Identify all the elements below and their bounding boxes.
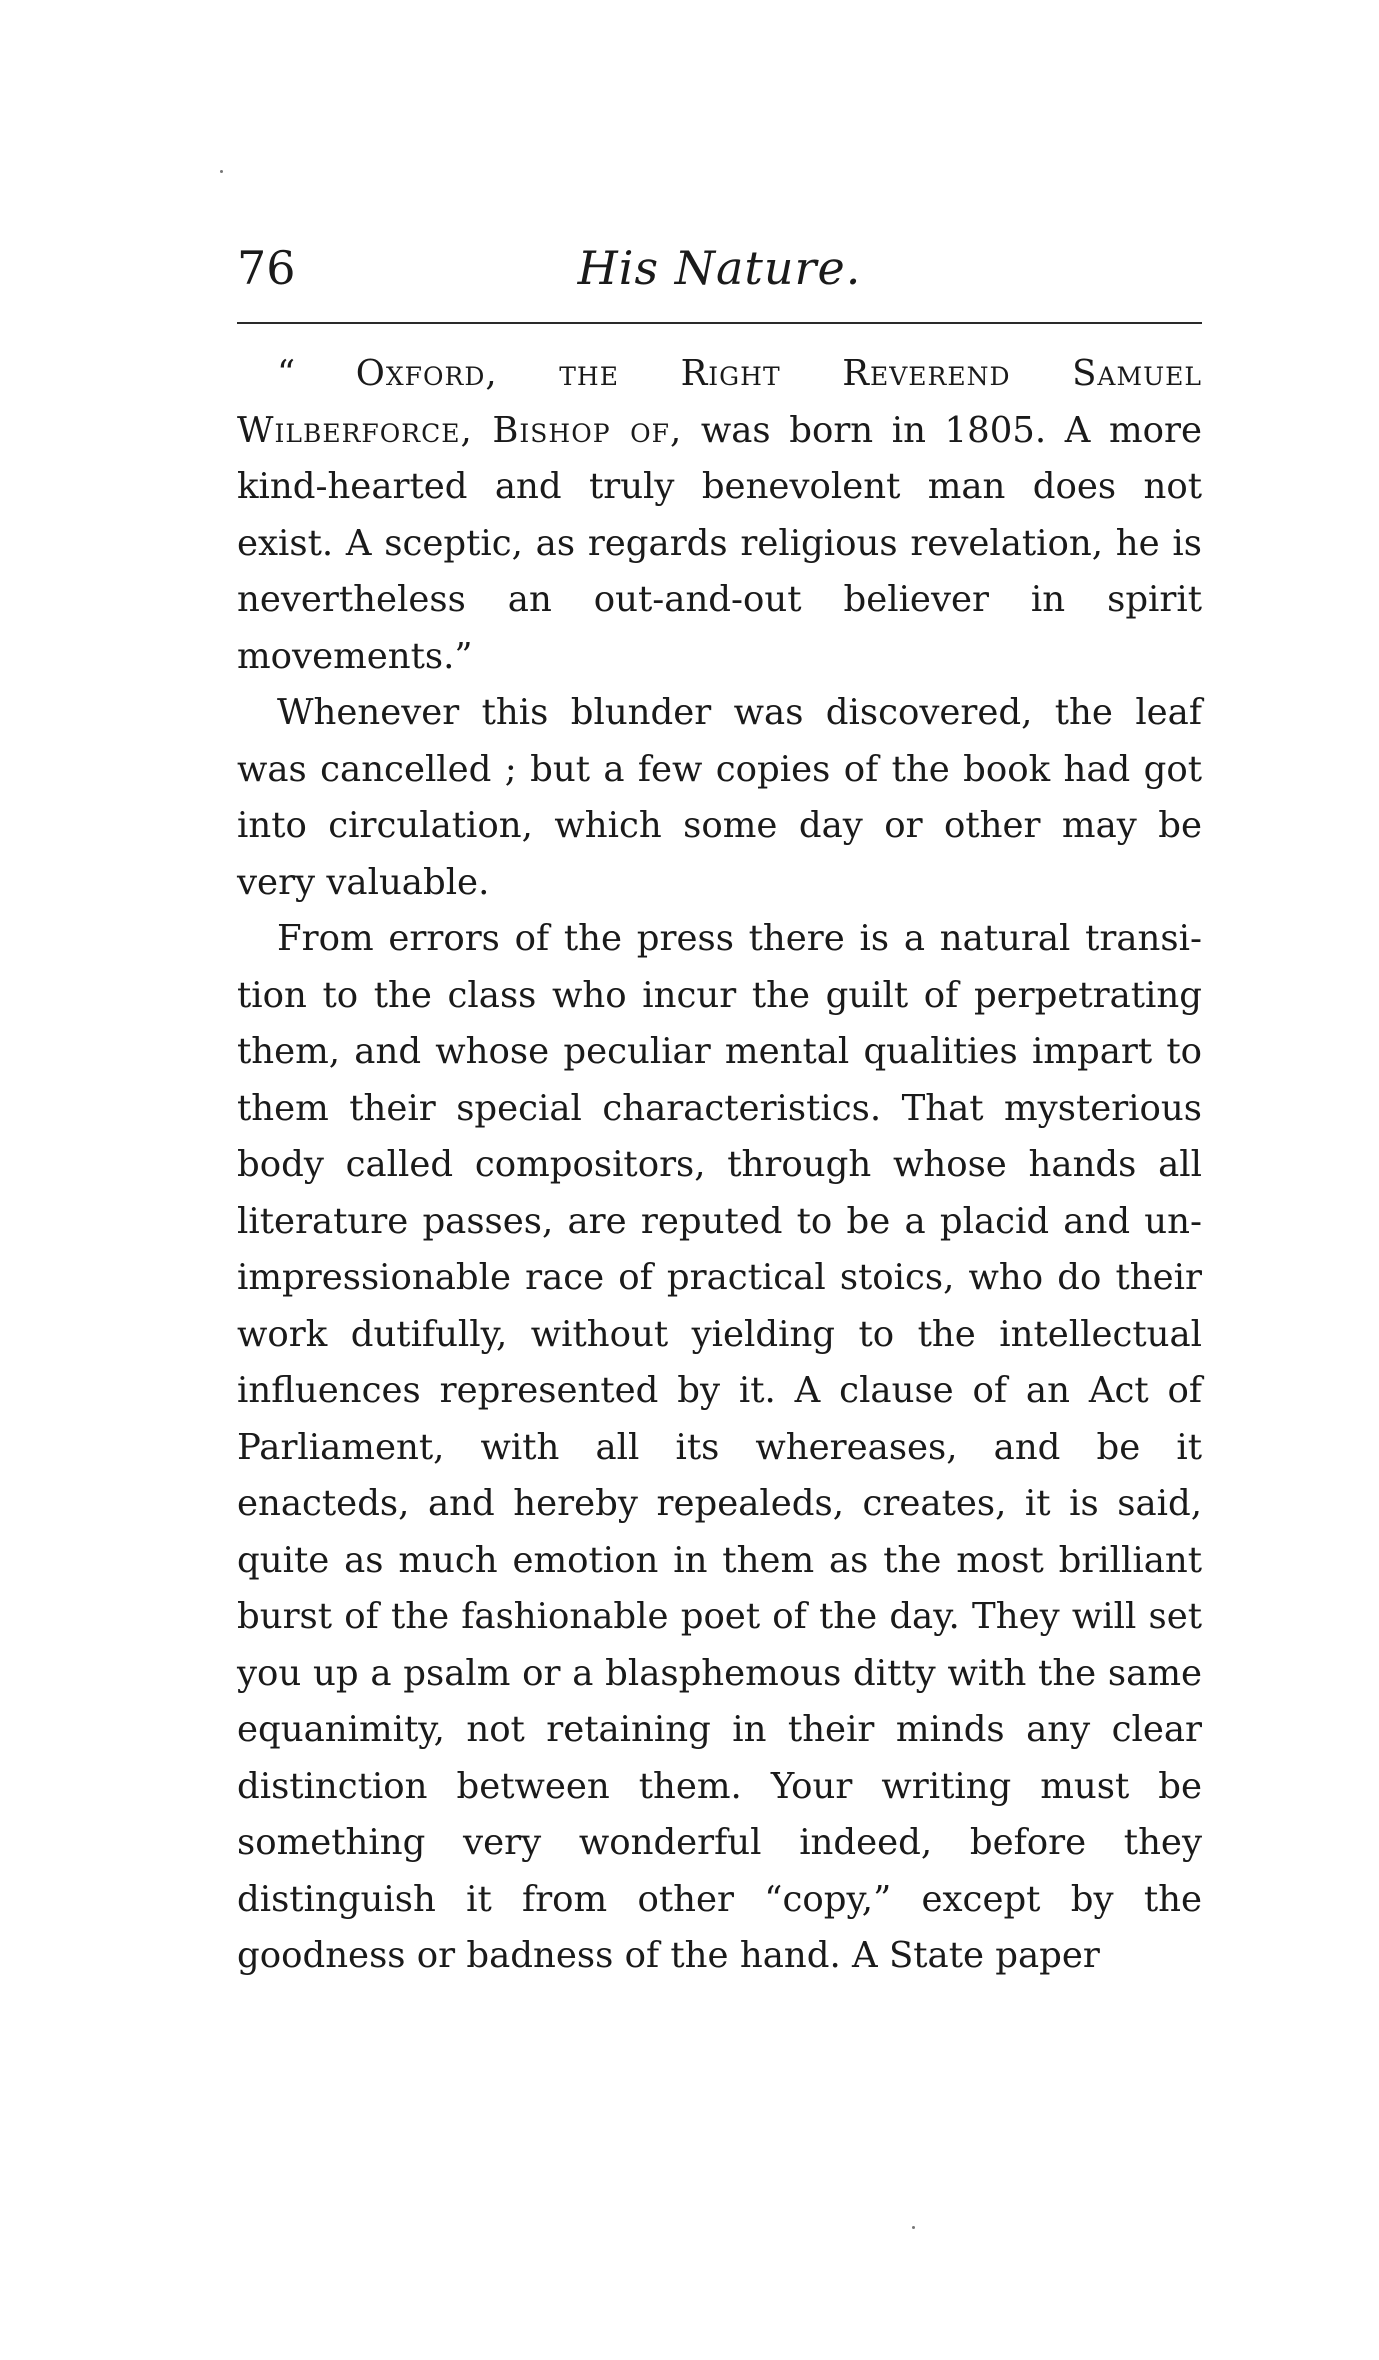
page-number: 76 (237, 241, 296, 295)
body-text (237, 346, 1202, 1985)
entry-name: Oxford, the Right Reverend Samuel Wilberforce, Bishop of, (237, 353, 1202, 451)
opening-quote: “ (277, 353, 356, 394)
paragraph-blunder: Whenever this blunder was discovered, the leaf was cancelled ; but a few copies of the book had got into circulation, which some day or other may be very valuable. (237, 692, 1202, 903)
page-header (237, 238, 1202, 308)
paper-speck (912, 2226, 915, 2229)
running-title: His Nature. (577, 241, 862, 295)
paragraph-quotation (237, 346, 1202, 685)
paragraph-text: was born in 1805. A more kind-hearted and truly benevolent man does not exist. A sceptic, as regards religious revelation, he is nevertheless an out-and-out believer in spirit movements.” (237, 409, 1203, 677)
paragraph-compositors: From errors of the press there is a natural transition to the class who incur the guilt of perpetrating them, and whose peculiar mental qualities impart to them their special characteristics. That mysterious body called compositors, through whose hands all literature passes, are reputed to be a placid and unimpressionable race of practical stoics, who do their work dutifully, without yielding to the intellectual influences represented by it. A clause of an Act of Parliament, with all its whereases, and be it enacteds, and hereby repealeds, creates, it is said, quite as much emotion in them as the most brilliant burst of the fashionable poet of the day. They will set you up a psalm or a blasphemous ditty with the same equanimity, not retaining in their minds any clear distinction between them. Your writing must be something very wonderful indeed, before they distinguish it from other “copy,” except by the goodness or badness of the hand. A State paper (237, 918, 1202, 1976)
paper-speck (220, 170, 223, 173)
header-rule (237, 322, 1202, 324)
